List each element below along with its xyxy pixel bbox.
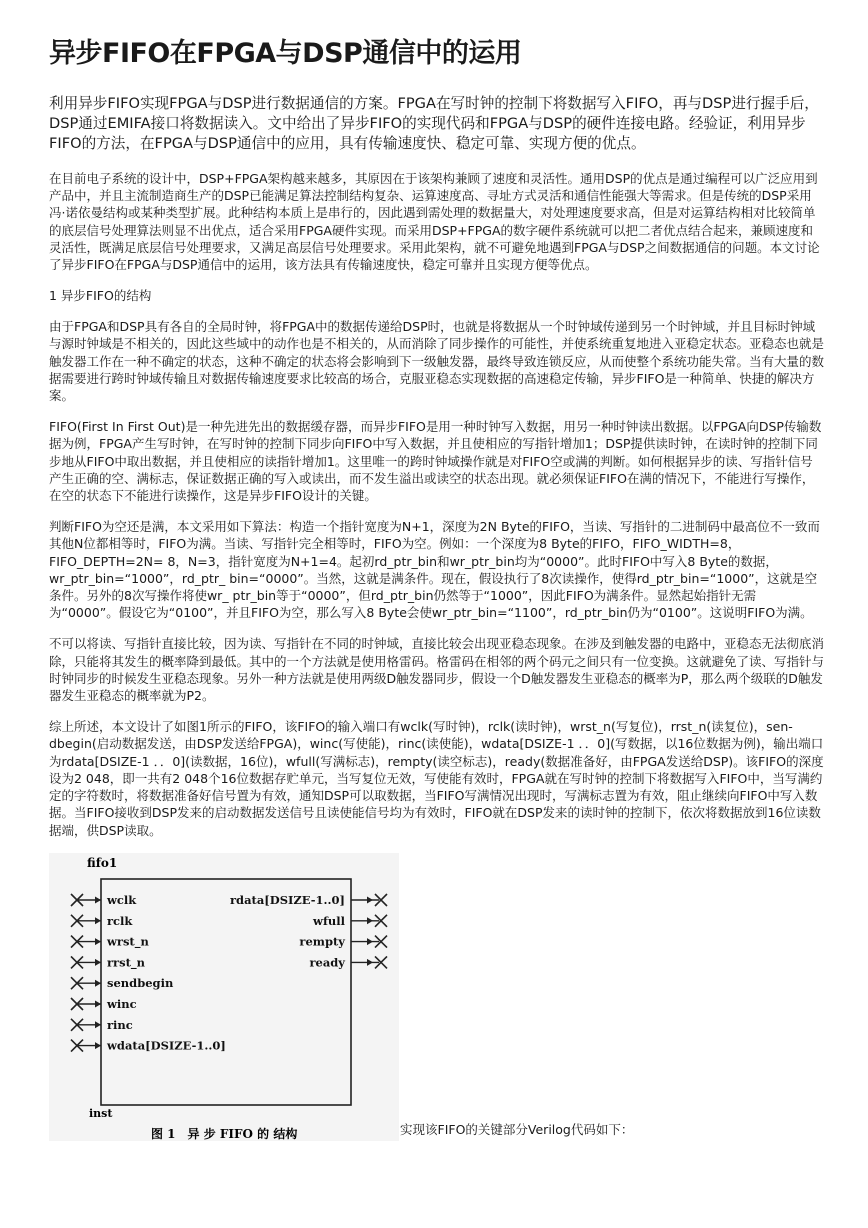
input-port [71,914,133,928]
input-port [71,893,137,907]
input-port-label: wrst_n [107,934,149,949]
input-port-label: rclk [107,913,133,928]
figure-caption: 图 1 异 步 FIFO 的 结构 [151,1126,298,1141]
output-ports [230,893,387,969]
input-port-label: wdata[DSIZE-1..0] [107,1038,226,1053]
output-port-label: ready [309,955,345,970]
output-port-label: rdata[DSIZE-1..0] [229,892,345,907]
instance-label: inst [89,1106,113,1120]
input-port [71,955,146,970]
input-port-label: winc [107,996,137,1011]
input-port [71,1018,133,1032]
output-port-label: rempty [299,934,345,949]
figure-row [49,853,824,1143]
output-port [312,914,387,928]
output-port [230,893,387,907]
article-title: 异步FIFO在FPGA与DSP通信中的运用 [49,38,522,69]
fifo-diagram-svg [49,853,399,1141]
intro-paragraph: 在目前电子系统的设计中，DSP+FPGA架构越来越多，其原因在于该架构兼顾了速度和灵活性。通用DSP的优点是通过编程可以广泛应用到产品中，并且主流制造商生产的DSP已能满足算法控制结构复杂、运算速度高、寻址方式灵活和通信性能强大等需求。但是传统的DSP采用冯·诺依曼结构或某种类型扩展。此种结构本质上是串行的，因此遇到需处理的数据量大，对处理速度要求高，但是对运算结构相对比较简单的底层信号处理算法则显不出优点，适合采用FPGA硬件实现。而采用DSP+FPGA的数字硬件系统就可以把二者优点结合起来，兼顾速度和灵活性，既满足底层信号处理要求，又满足高层信号处理要求。采用此架构，就不可避免地遇到FPGA与DSP之间数据通信的问题。本文讨论了异步FIFO在FPGA与DSP通信中的运用，该方法具有传输速度快，稳定可靠并且实现方便等优点。 [49,171,820,273]
section-heading: 1 异步FIFO的结构 [49,288,152,304]
input-port-label: rrst_n [107,955,146,970]
body-paragraph-2: FIFO(First In First Out)是一种先进先出的数据缓存器，而异步FIFO是用一种时钟写入数据，用另一种时钟读出数据。以FPGA向DSP传输数据为例，FPGA产生写时钟，在写时钟的控制下同步向FIFO中写入数据，并且使相应的写指针增加1；DSP提供读时钟，在读时钟的控制下同步地从FIFO中取出数据，并且使相应的读指针增加1。这里唯一的跨时钟域操作就是对FIFO空或满的判断。如何根据异步的读、写指针信号产生正确的空、满标志，保证数据正确的写入或读出，而不发生溢出或读空的状态出现。就必须保证FIFO在满的情况下，不能进行写操作，在空的状态下不能进行读操作，这是异步FIFO设计的关键。 [49,419,822,504]
abstract: 利用异步FIFO实现FPGA与DSP进行数据通信的方案。FPGA在写时钟的控制下将数据写入FIFO，再与DSP进行握手后，DSP通过EMIFA接口将数据读入。文中给出了异步FIFO的实现代码和FPGA与DSP的硬件连接电路。经验证，利用异步FIFO的方法，在FPGA与DSP通信中的应用，具有传输速度快、稳定可靠、实现方便的优点。 [49,95,819,152]
body-paragraph-4: 不可以将读、写指针直接比较，因为读、写指针在不同的时钟域，直接比较会出现亚稳态现象。在涉及到触发器的电路中，亚稳态无法彻底消除，只能将其发生的概率降到最低。其中的一个方法就是使用格雷码。格雷码在相邻的两个码元之间只有一位变换。这就避免了读、写指针与时钟同步的时候发生亚稳态现象。另外一种方法就是使用两级D触发器同步，假设一个D触发器发生亚稳态的概率为P，那么两个级联的D触发器发生亚稳态的概率就为P2。 [49,636,825,704]
output-port [309,955,387,969]
input-port-label: rinc [107,1017,133,1032]
output-port-label: wfull [313,913,345,928]
input-port-label: wclk [107,892,137,907]
code-intro-text: 实现该FIFO的关键部分Verilog代码如下： [400,1121,634,1137]
body-paragraph-1: 由于FPGA和DSP具有各自的全局时钟，将FPGA中的数据传递给DSP时，也就是将数据从一个时钟域传递到另一个时钟域，并且目标时钟域与源时钟域是不相关的，因此这些域中的动作也是不相关的，从而消除了同步操作的可能性，并使系统重复地进入亚稳定状态。亚稳态也就是触发器工作在一种不确定的状态，这种不确定的状态将会影响到下一级触发器，最终导致连锁反应，从而使整个系统功能失常。当有大量的数据需要进行跨时钟域传输且对数据传输速度要求比较高的场合，克服亚稳态实现数据的高速稳定传输，异步FIFO是一种简单、快捷的解决方案。 [49,319,825,404]
body-paragraph-3: 判断FIFO为空还是满，本文采用如下算法：构造一个指针宽度为N+1，深度为2N Byte的FIFO，当读、写指针的二进制码中最高位不一致而其他N位都相等时，FIFO为满。当读、写指针完全相等时，FIFO为空。例如：一个深度为8 Byte的FIFO，FIFO_WIDTH=8，FIFO_DEPTH=2N= 8，N=3，指针宽度为N+1=4。起初rd_ptr_bin和wr_ptr_bin均为“0000”。此时FIFO中写入8 Byte的数据，wr_ptr_bin=“1000”，rd_ptr_ bin=“0000”。当然，这就是满条件。现在，假设执行了8次读操作，使得rd_ptr_bin=“1000”，这就是空条件。另外的8次写操作将使wr_ ptr_bin等于“0000”，但rd_ptr_bin仍然等于“1000”，因此FIFO为满条件。显然起始指针无需为“0000”。假设它为“0100”，并且FIFO为空，那么写入8 Byte会使wr_ptr_bin=“1100”，rd_ptr_bin仍为“0100”。这说明FIFO为满。 [49,519,820,621]
body-paragraph-5: 综上所述，本文设计了如图1所示的FIFO，该FIFO的输入端口有wclk(写时钟)，rclk(读时钟)，wrst_n(写复位)，rrst_n(读复位)，sen-dbegin(启动数据发送，由DSP发送给FPGA)，winc(写使能)，rinc(读使能)，wdata[DSIZE-1 ．．0](写数据，以16位数据为例)，输出端口为rdata[DSIZE-1 ．．0](读数据，16位)，wfull(写满标志)，rempty(读空标志)，ready(数据准备好，由FPGA发送给DSP)。该FIFO的深度设为2 048，即一共有2 048个16位数据存贮单元，当写复位无效，写使能有效时，FPGA就在写时钟的控制下将数据写入FIFO中，当写满约定的字符数时，将数据准备好信号置为有效，通知DSP可以取数据，当FIFO写满情况出现时，写满标志置为有效，阻止继续向FIFO中写入数据。当FIFO接收到DSP发来的启动数据发送信号且读使能信号均为有效时，FIFO就在DSP发来的读时钟的控制下，依次将数据放到16位读数据端，供DSP读取。 [49,719,824,838]
input-port [71,1038,226,1052]
article [49,36,824,1143]
input-ports [71,893,226,1053]
input-port [71,976,174,990]
output-port [299,934,387,948]
fifo-block-diagram [49,853,399,1141]
input-port [71,934,149,949]
input-port-label: sendbegin [107,975,174,990]
input-port [71,997,137,1011]
module-name: fifo1 [87,855,118,870]
